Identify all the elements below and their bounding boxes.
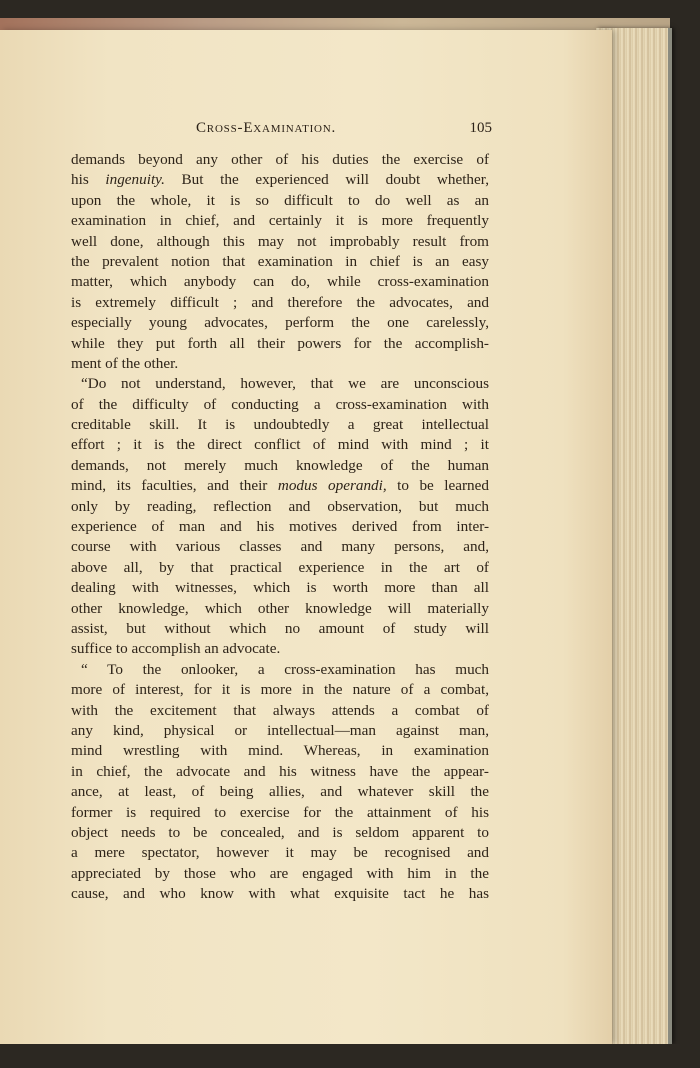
body-text [71,150,489,904]
text-line [71,884,489,904]
text-line [71,170,489,190]
text-segment: suffice to accomplish an advocate. [71,640,281,658]
text-line [71,313,489,333]
text-line [71,272,489,292]
text-segment: mind wrestling with mind. Whereas, in examination [71,742,489,760]
text-line [71,864,489,884]
text-segment: only by reading, reflection and observation, but much [71,497,489,515]
text-line [71,741,489,761]
text-segment: “ To the onlooker, a cross-examination has much [81,660,489,678]
text-segment: while they put forth all their powers for the accomplish- [71,334,489,352]
text-line [71,823,489,843]
text-line [71,456,489,476]
text-line [71,701,489,721]
page-number: 105 [469,120,492,136]
text-segment: course with various classes and many persons, and, [71,538,489,556]
text-segment: object needs to be concealed, and is seldom apparent to [71,823,489,841]
text-line [71,150,489,170]
text-line [71,374,489,394]
text-line [71,497,489,517]
text-line [71,334,489,354]
text-line [71,782,489,802]
text-line [71,476,489,496]
text-segment: in chief, the advocate and his witness have the appear- [71,762,489,780]
text-line [71,762,489,782]
text-segment: ment of the other. [71,354,179,372]
running-head [196,120,492,142]
text-segment: to be learned [386,477,489,495]
italic-phrase: ingenuity. [105,171,165,189]
text-segment: former is required to exercise for the attainment of his [71,803,489,821]
text-line [71,843,489,863]
text-segment: cause, and who know with what exquisite tact he has [71,885,489,903]
text-segment: assist, but without which no amount of study will [71,619,489,637]
text-line [71,619,489,639]
text-line [71,537,489,557]
text-line [71,232,489,252]
text-line [71,639,489,659]
text-segment: mind, its faculties, and their [71,477,278,495]
text-line [71,599,489,619]
text-segment: “Do not understand, however, that we are unconscious [81,375,489,393]
text-line [71,293,489,313]
text-line [71,578,489,598]
text-segment: more of interest, for it is more in the nature of a combat, [71,681,489,699]
text-line [71,191,489,211]
italic-phrase: modus operandi, [277,477,387,495]
text-segment: upon the whole, it is so difficult to do well as an [71,191,489,209]
running-head-title: Cross-Examination. [196,120,337,136]
text-line [71,803,489,823]
text-segment: But the experienced will doubt whether, [164,171,489,189]
text-line [71,354,489,374]
text-line [71,517,489,537]
text-segment: with the excitement that always attends a combat of [71,701,489,719]
text-segment: matter, which anybody can do, while cross-examination [71,273,489,291]
text-segment: appreciated by those who are engaged with him in the [71,864,489,882]
text-segment: any kind, physical or intellectual—man against man, [71,721,489,739]
text-segment: well done, although this may not improbably result from [71,232,489,250]
text-line [71,395,489,415]
text-segment: of the difficulty of conducting a cross-examination with [71,395,489,413]
text-segment: dealing with witnesses, which is worth more than all [71,579,489,597]
text-segment: demands beyond any other of his duties the exercise of [71,151,489,168]
text-segment: other knowledge, which other knowledge will materially [71,599,489,617]
text-segment: examination in chief, and certainly it is more frequently [71,212,489,230]
text-segment: the prevalent notion that examination in chief is an easy [71,252,489,270]
text-segment: above all, by that practical experience in the art of [71,558,489,576]
text-line [71,660,489,680]
text-line [71,415,489,435]
text-segment: especially young advocates, perform the one carelessly, [71,314,489,332]
text-line [71,680,489,700]
text-segment: experience of man and his motives derived from inter- [71,518,489,536]
text-segment: a mere spectator, however it may be recognised and [71,844,489,862]
text-segment: ance, at least, of being allies, and whatever skill the [71,783,489,801]
text-segment: demands, not merely much knowledge of the human [71,456,489,474]
scan-bottom-margin [0,1044,700,1068]
text-segment: is extremely difficult ; and therefore the advocates, and [71,293,489,311]
text-line [71,252,489,272]
text-line [71,211,489,231]
text-segment: his [71,171,106,189]
text-line [71,435,489,455]
text-segment: effort ; it is the direct conflict of mind with mind ; it [71,436,489,454]
text-segment: creditable skill. It is undoubtedly a great intellectual [71,416,489,434]
text-line [71,721,489,741]
text-line [71,558,489,578]
